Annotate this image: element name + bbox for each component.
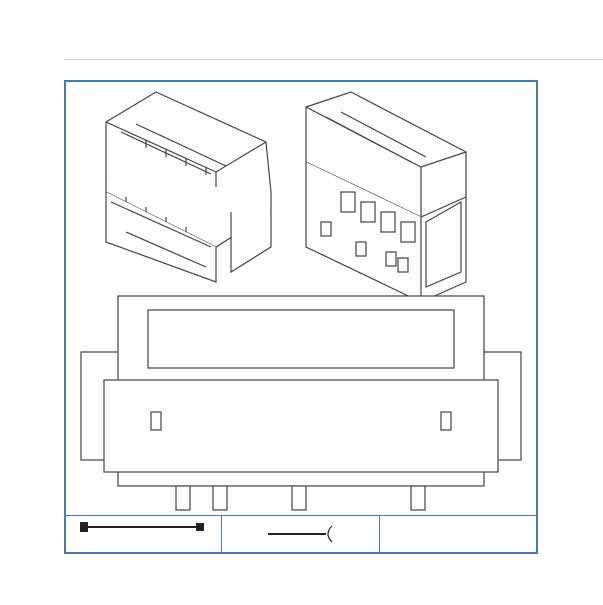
footer-wire-cell xyxy=(222,516,380,552)
connector-iso-left-icon xyxy=(106,92,271,282)
footer-cable-cell xyxy=(66,516,222,552)
mileage-row xyxy=(74,26,86,40)
connector-iso-right-icon xyxy=(306,92,466,302)
connector-illustration xyxy=(66,82,536,516)
connector-diagram-frame xyxy=(64,80,538,554)
connector-front-view-icon xyxy=(81,296,521,510)
diagram-footer xyxy=(66,515,536,552)
divider xyxy=(64,59,603,60)
footer-ref-cell xyxy=(380,516,536,552)
wire-end-icon xyxy=(222,516,380,552)
cable-icon xyxy=(66,518,222,538)
table-header-row xyxy=(0,0,603,18)
